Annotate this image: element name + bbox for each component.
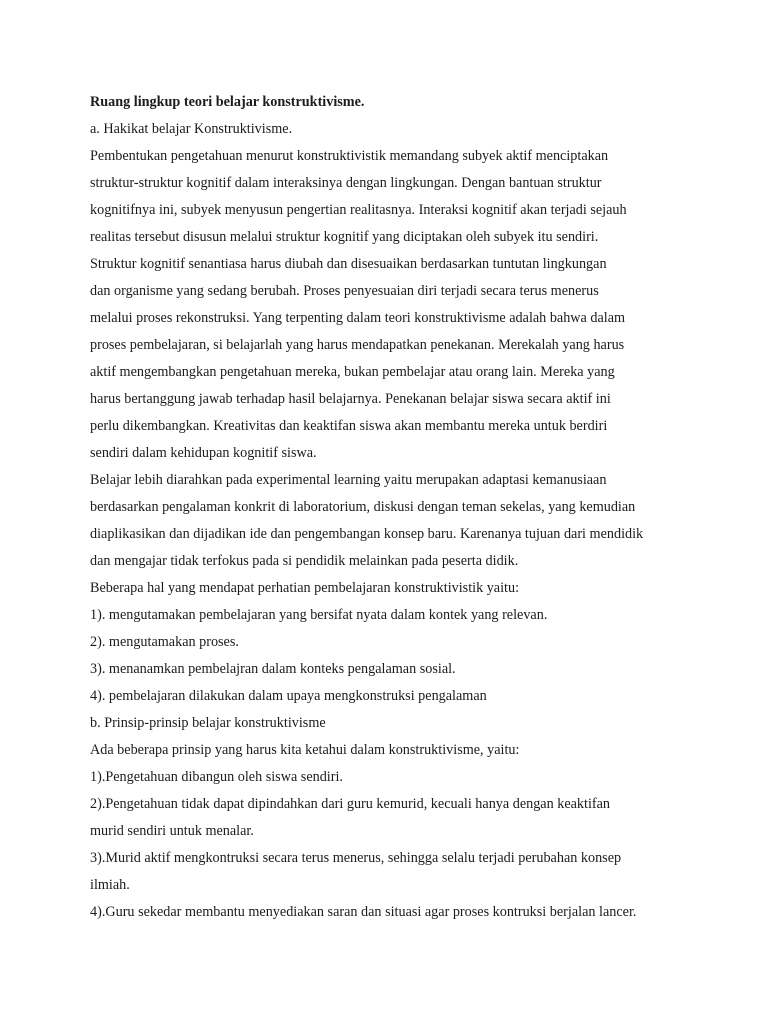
text-line: aktif mengembangkan pengetahuan mereka, bukan pembelajar atau orang lain. Mereka yang <box>90 364 615 380</box>
text-line: Belajar lebih diarahkan pada experimental learning yaitu merupakan adaptasi kemanusiaan <box>90 472 607 488</box>
list-item: 1).Pengetahuan dibangun oleh siswa sendiri. <box>90 769 343 785</box>
text-line: dan organisme yang sedang berubah. Proses penyesuaian diri terjadi secara terus menerus <box>90 283 599 299</box>
text-line: perlu dikembangkan. Kreativitas dan keaktifan siswa akan membantu mereka untuk berdiri <box>90 418 608 434</box>
list-item: 3).Murid aktif mengkontruksi secara terus menerus, sehingga selalu terjadi perubahan konsep <box>90 850 622 866</box>
list-item: 1). mengutamakan pembelajaran yang bersifat nyata dalam kontek yang relevan. <box>90 607 548 623</box>
text-line: Pembentukan pengetahuan menurut konstruktivistik memandang subyek aktif menciptakan <box>90 148 609 164</box>
text-line: dan mengajar tidak terfokus pada si pendidik melainkan pada peserta didik. <box>90 553 519 569</box>
text-line: proses pembelajaran, si belajarlah yang harus mendapatkan penekanan. Merekalah yang harus <box>90 337 625 353</box>
text-line: berdasarkan pengalaman konkrit di laboratorium, diskusi dengan teman sekelas, yang kemudian <box>90 499 636 515</box>
list-item: 3). menanamkan pembelajran dalam konteks pengalaman sosial. <box>90 661 456 677</box>
text-line: a. Hakikat belajar Konstruktivisme. <box>90 121 293 137</box>
text-line: Struktur kognitif senantiasa harus diubah dan disesuaikan berdasarkan tuntutan lingkungan <box>90 256 607 272</box>
text-line: sendiri dalam kehidupan kognitif siswa. <box>90 445 317 461</box>
document-body <box>90 89 695 926</box>
text-line: Beberapa hal yang mendapat perhatian pembelajaran konstruktivistik yaitu: <box>90 580 520 596</box>
list-item-continuation: murid sendiri untuk menalar. <box>90 823 254 839</box>
text-line: Ada beberapa prinsip yang harus kita ketahui dalam konstruktivisme, yaitu: <box>90 742 520 758</box>
text-line: struktur-struktur kognitif dalam interaksinya dengan lingkungan. Dengan bantuan struktur <box>90 175 602 191</box>
list-item: 2).Pengetahuan tidak dapat dipindahkan dari guru kemurid, kecuali hanya dengan keaktifan <box>90 796 611 812</box>
document-title: Ruang lingkup teori belajar konstruktivisme. <box>90 94 365 110</box>
section-heading: b. Prinsip-prinsip belajar konstruktivisme <box>90 715 326 731</box>
list-item: 2). mengutamakan proses. <box>90 634 239 650</box>
list-item: 4). pembelajaran dilakukan dalam upaya mengkonstruksi pengalaman <box>90 688 487 704</box>
list-item-continuation: ilmiah. <box>90 877 130 893</box>
text-line: kognitifnya ini, subyek menyusun pengertian realitasnya. Interaksi kognitif akan terjadi sejauh <box>90 202 627 218</box>
text-line: harus bertanggung jawab terhadap hasil belajarnya. Penekanan belajar siswa secara aktif ini <box>90 391 611 407</box>
list-item: 4).Guru sekedar membantu menyediakan saran dan situasi agar proses kontruksi berjalan lancer. <box>90 904 637 920</box>
text-line: melalui proses rekonstruksi. Yang terpenting dalam teori konstruktivisme adalah bahwa dalam <box>90 310 626 326</box>
text-line: realitas tersebut disusun melalui struktur kognitif yang diciptakan oleh subyek itu sendiri. <box>90 229 599 245</box>
text-line: diaplikasikan dan dijadikan ide dan pengembangan konsep baru. Karenanya tujuan dari mendidik <box>90 526 644 542</box>
